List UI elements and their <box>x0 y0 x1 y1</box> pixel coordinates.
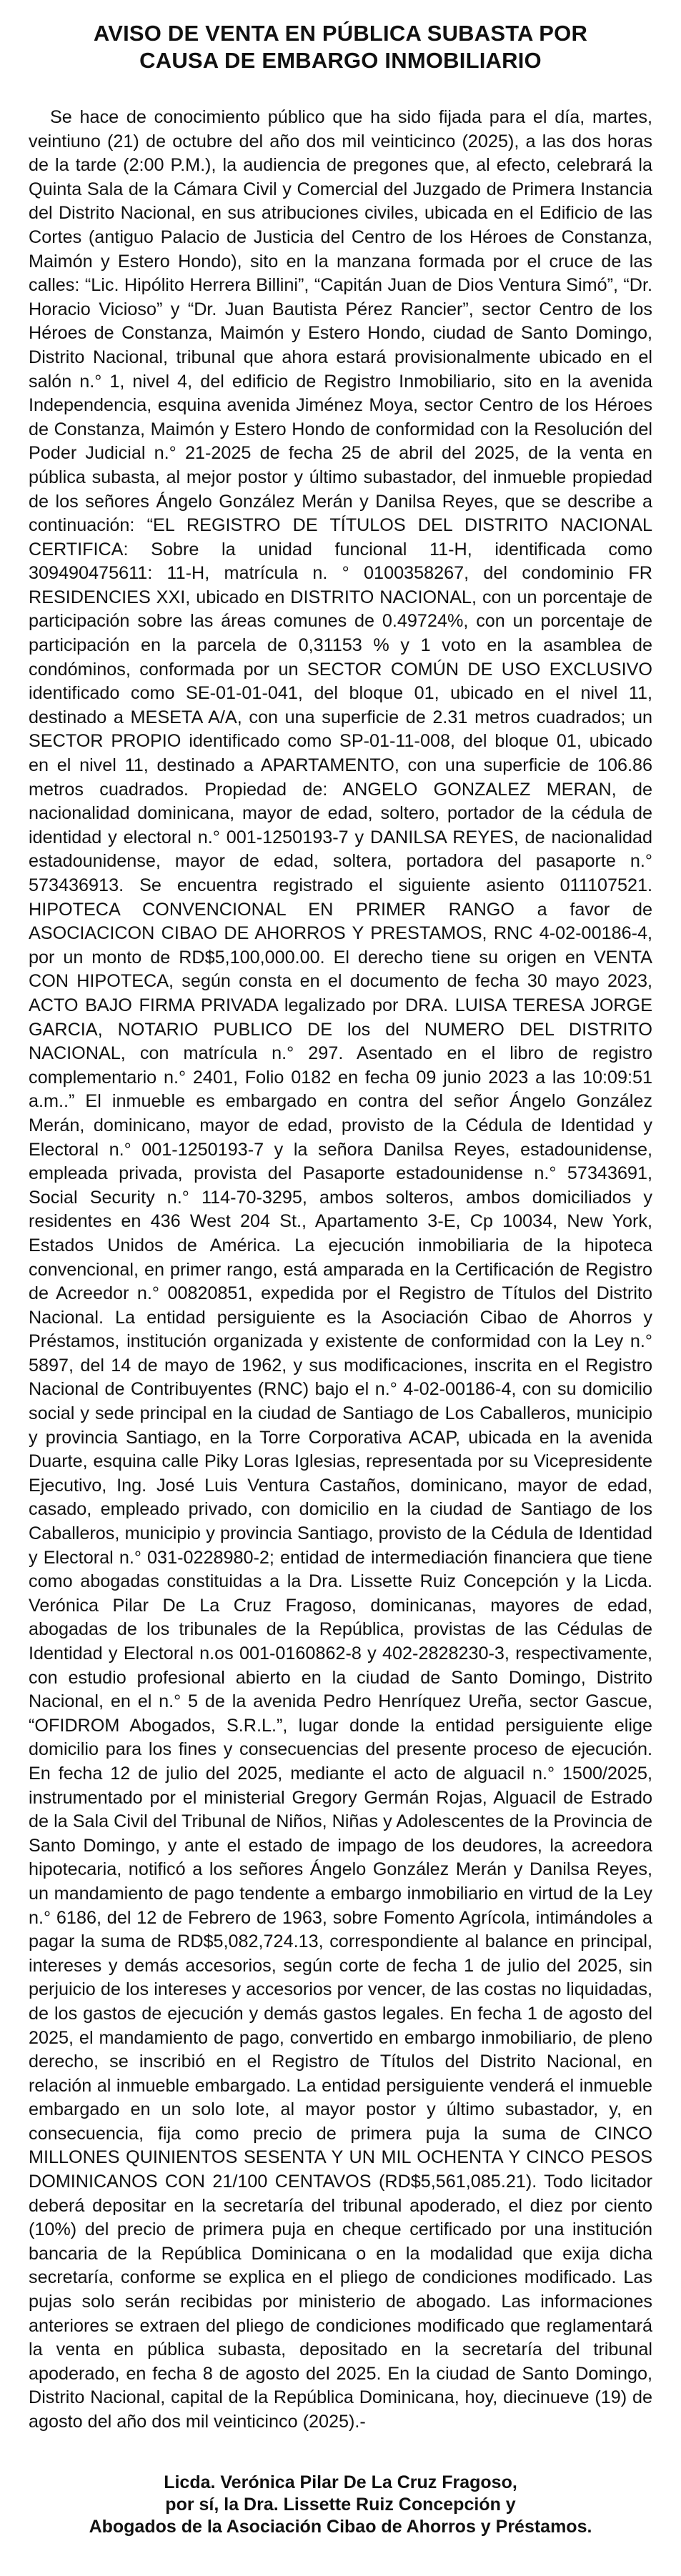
notice-body: Se hace de conocimiento público que ha sido fijada para el día, martes, veintiuno (21) de octubre del año dos mil veinticinco (2025), a las dos horas de la tarde (2:00 P.M.), la audiencia de pregones que, al efecto, celebrará la Quinta Sala de la Cámara Civil y Comercial del Juzgado de Primera Instancia del Distrito Nacional, en sus atribuciones civiles, ubicada en el Edificio de las Cortes (antiguo Palacio de Justicia del Centro de los Héroes de Constanza, Maimón y Estero Hondo), sito en la manzana formada por el cruce de las calles: “Lic. Hipólito Herrera Billini”, “Capitán Juan de Dios Ventura Simó”, “Dr. Horacio Vicioso” y “Dr. Juan Bautista Pérez Rancier”, sector Centro de los Héroes de Constanza, Maimón y Estero Hondo, ciudad de Santo Domingo, Distrito Nacional, tribunal que ahora estará provisionalmente ubicado en el salón n.° 1, nivel 4, del edificio de Registro Inmobiliario, sito en la avenida Independencia, esquina avenida Jiménez Moya, sector Centro de los Héroes de Constanza, Maimón y Estero Hondo de conformidad con la Resolución del Poder Judicial n.° 21-2025 de fecha 25 de abril del 2025, de la venta en pública subasta, al mejor postor y último subastador, del inmueble propiedad de los señores Ángelo González Merán y Danilsa Reyes, que se describe a continuación: “EL REGISTRO DE TÍTULOS DEL DISTRITO NACIONAL CERTIFICA: Sobre la unidad funcional 11-H, identificada como 309490475611: 11-H, matrícula n. ° 0100358267, del condominio FR RESIDENCIES XXI, ubicado en DISTRITO NACIONAL, con un porcentaje de participación sobre las áreas comunes de 0.49724%, con un porcentaje de participación en la parcela de 0,31153 % y 1 voto en la asamblea de condóminos, conformada por un SECTOR COMÚN DE USO EXCLUSIVO identificado como SE-01-01-041, del bloque 01, ubicado en el nivel 11, destinado a MESETA A/A, con una superficie de 2.31 metros cuadrados; un SECTOR PROPIO identificado como SP-01-11-008, del bloque 01, ubicado en el nivel 11, destinado a APARTAMENTO, con una superficie de 106.86 metros cuadrados. Propiedad de: ANGELO GONZALEZ MERAN, de nacionalidad dominicana, mayor de edad, soltero, portador de la cédula de identidad y electoral n.° 001-1250193-7 y DANILSA REYES, de nacionalidad estadounidense, mayor de edad, soltera, portadora del pasaporte n.° 573436913. Se encuentra registrado el siguiente asiento 011107521. HIPOTECA CONVENCIONAL EN PRIMER RANGO a favor de ASOCIACICON CIBAO DE AHORROS Y PRESTAMOS, RNC 4-02-00186-4, por un monto de RD$5,100,000.00. El derecho tiene su origen en VENTA CON HIPOTECA, según consta en el documento de fecha 30 mayo 2023, ACTO BAJO FIRMA PRIVADA legalizado por DRA. LUISA TERESA JORGE GARCIA, NOTARIO PUBLICO DE los del NUMERO DEL DISTRITO NACIONAL, con matrícula n.° 297. Asentado en el libro de registro complementario n.° 2401, Folio 0182 en fecha 09 junio 2023 a las 10:09:51 a.m..” El inmueble es embargado en contra del señor Ángelo González Merán, dominicano, mayor de edad, provisto de la Cédula de Identidad y Electoral n.° 001-1250193-7 y la señora Danilsa Reyes, estadounidense, empleada privada, provista del Pasaporte estadounidense n.° 57343691, Social Security n.° 114-70-3295, ambos solteros, ambos domiciliados y residentes en 436 West 204 St., Apartamento 3-E, Cp 10034, New York, Estados Unidos de América. La ejecución inmobiliaria de la hipoteca convencional, en primer rango, está amparada en la Certificación de Registro de Acreedor n.° 00820851, expedida por el Registro de Títulos del Distrito Nacional. La entidad persiguiente es la Asociación Cibao de Ahorros y Préstamos, institución organizada y existente de conformidad con la Ley n.° 5897, del 14 de mayo de 1962, y sus modificaciones, inscrita en el Registro Nacional de Contribuyentes (RNC) bajo el n.° 4-02-00186-4, con su domicilio social y sede principal en la ciudad de Santiago de Los Caballeros, municipio y provincia Santiago, en la Torre Corporativa ACAP, ubicada en la avenida Duarte, esquina calle Piky Loras Iglesias, representada por su Vicepresidente Ejecutivo, Ing. José Luis Ventura Castaños, dominicano, mayor de edad, casado, empleado privado, con domicilio en la ciudad de Santiago de los Caballeros, municipio y provincia Santiago, provisto de la Cédula de Identidad y Electoral n.° 031-0228980-2; entidad de intermediación financiera que tiene como abogadas constituidas a la Dra. Lissette Ruiz Concepción y la Licda. Verónica Pilar De La Cruz Fragoso, dominicanas, mayores de edad, abogadas de los tribunales de la República, provistas de las Cédulas de Identidad y Electoral n.os 001-0160862-8 y 402-2828230-3, respectivamente, con estudio profesional abierto en la ciudad de Santo Domingo, Distrito Nacional, en el n.° 5 de la avenida Pedro Henríquez Ureña, sector Gascue, “OFIDROM Abogados, S.R.L.”, lugar donde la entidad persiguiente elige domicilio para los fines y consecuencias del presente proceso de ejecución. En fecha 12 de julio del 2025, mediante el acto de alguacil n.° 1500/2025, instrumentado por el ministerial Gregory Germán Rojas, Alguacil de Estrado de la Sala Civil del Tribunal de Niños, Niñas y Adolescentes de la Provincia de Santo Domingo, y ante el estado de impago de los deudores, la acreedora hipotecaria, notificó a los señores Ángelo González Merán y Danilsa Reyes, un mandamiento de pago tendente a embargo inmobiliario en virtud de la Ley n.° 6186, del 12 de Febrero de 1963, sobre Fomento Agrícola, intimándoles a pagar la suma de RD$5,082,724.13, correspondiente al balance en principal, intereses y demás accesorios, según corte de fecha 1 de julio del 2025, sin perjuicio de los intereses y accesorios por vencer, de las costas no liquidadas, de los gastos de ejecución y demás gastos legales. En fecha 1 de agosto del 2025, el mandamiento de pago, convertido en embargo inmobiliario, de pleno derecho, se inscribió en el Registro de Títulos del Distrito Nacional, en relación al inmueble embargado. La entidad persiguiente venderá el inmueble embargado en un solo lote, al mayor postor y último subastador, y, en consecuencia, fija como precio de primera puja la suma de CINCO MILLONES QUINIENTOS SESENTA Y UN MIL OCHENTA Y CINCO PESOS DOMINICANOS CON 21/100 CENTAVOS (RD$5,561,085.21). Todo licitador deberá depositar en la secretaría del tribunal apoderado, el diez por ciento (10%) del precio de primera puja en cheque certificado por una institución bancaria de la República Dominicana o en la modalidad que exija dicha secretaría, conforme se explica en el pliego de condiciones modificado. Las pujas solo serán recibidas por ministerio de abogado. Las informaciones anteriores se extraen del pliego de condiciones modificado que reglamentará la venta en pública subasta, depositado en la secretaría del tribunal apoderado, en fecha 8 de agosto del 2025. En la ciudad de Santo Domingo, Distrito Nacional, capital de la República Dominicana, hoy, diecinueve (19) de agosto del año dos mil veinticinco (2025).- <box>29 107 652 2432</box>
signature-line2: por sí, la Dra. Lissette Ruiz Concepción y <box>165 2494 516 2515</box>
notice-title <box>29 20 652 74</box>
notice-title-line2: CAUSA DE EMBARGO INMOBILIARIO <box>139 48 542 73</box>
signature-line1: Licda. Verónica Pilar De La Cruz Fragoso, <box>164 2472 517 2492</box>
notice-title-line1: AVISO DE VENTA EN PÚBLICA SUBASTA POR <box>93 21 588 46</box>
signature-line3: Abogados de la Asociación Cibao de Ahorros y Préstamos. <box>89 2516 592 2537</box>
signature-block <box>29 2472 652 2538</box>
